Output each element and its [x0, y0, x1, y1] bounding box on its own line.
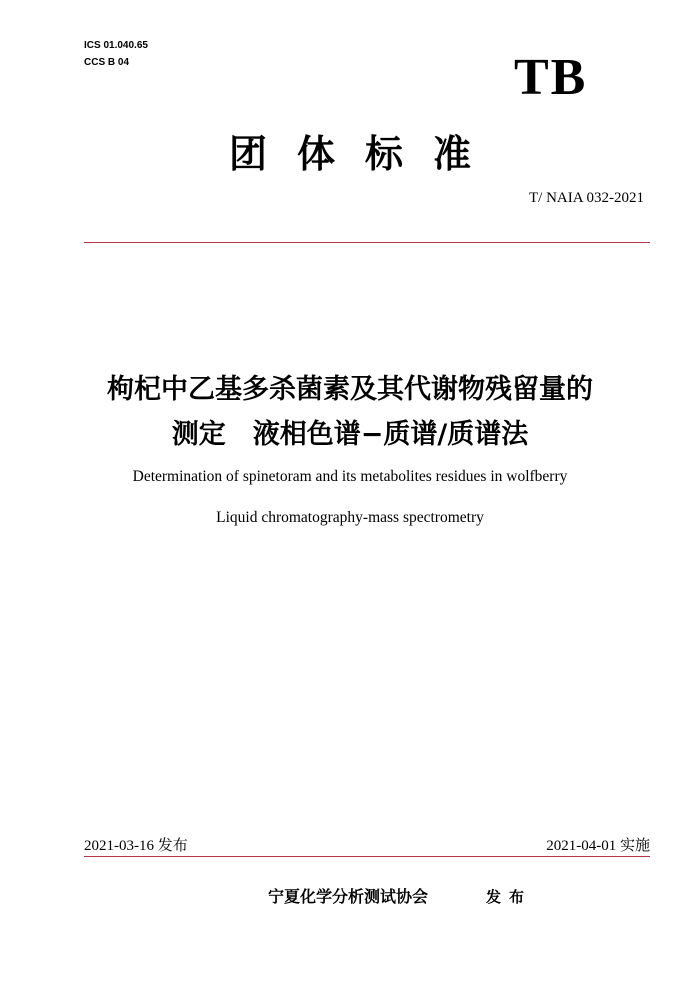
tb-logo: TB [514, 49, 588, 106]
top-divider [84, 242, 650, 243]
standard-number: T/ NAIA 032-2021 [529, 190, 644, 206]
publisher-name: 宁夏化学分析测试协会 [268, 887, 429, 906]
title-english-line-2: Liquid chromatography-mass spectrometry [216, 509, 484, 526]
issue-date: 2021-03-16 发布 [84, 838, 188, 854]
ccs-code: CCS B 04 [84, 57, 130, 68]
ics-code: ICS 01.040.65 [84, 40, 148, 51]
title-chinese-line-1: 枸杞中乙基多杀菌素及其代谢物残留量的 [107, 374, 593, 405]
implementation-date: 2021-04-01 实施 [546, 838, 650, 854]
classification-codes [84, 37, 148, 71]
bottom-divider [84, 856, 650, 857]
title-english-line-1: Determination of spinetoram and its metabolites residues in wolfberry [132, 468, 568, 485]
publisher-action: 发布 [486, 888, 533, 906]
title-chinese-line-2: 测定 液相色谱−质谱/质谱法 [171, 419, 529, 450]
standard-type-heading: 团体标准 [228, 132, 501, 176]
